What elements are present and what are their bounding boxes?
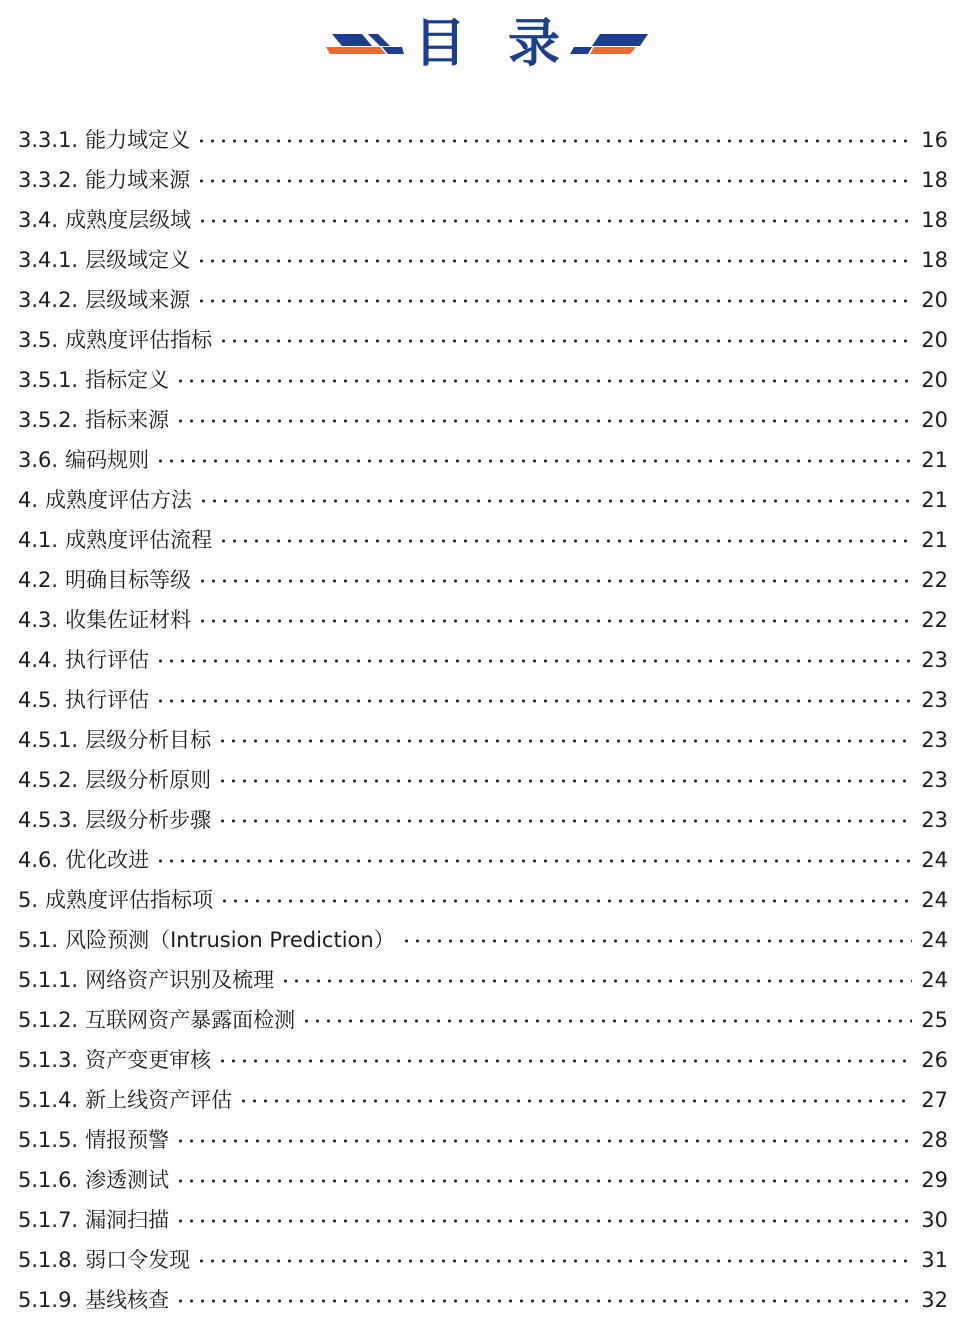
dot-leader: [155, 859, 912, 863]
dot-leader: [217, 1059, 912, 1063]
dot-leader: [196, 299, 912, 303]
section-number: 4.5.: [18, 688, 59, 712]
section-title: 成熟度评估方法: [45, 488, 193, 512]
toc-entry[interactable]: [18, 280, 948, 320]
toc-entry-label: [18, 760, 215, 800]
section-title: 层级分析原则: [85, 768, 212, 792]
toc-entry-label: [18, 560, 195, 600]
dot-leader: [197, 219, 912, 223]
page-number: 24: [921, 968, 948, 992]
stripe-ribbon-icon: [326, 28, 406, 58]
toc-entry-label: [18, 1200, 173, 1240]
toc-entry-label: [18, 1240, 194, 1280]
dot-leader: [155, 459, 912, 463]
toc-entry[interactable]: [18, 160, 948, 200]
toc-entry[interactable]: [18, 560, 948, 600]
page-number: 30: [921, 1208, 948, 1232]
toc-entry-label: [18, 1080, 236, 1120]
section-number: 5.1.9.: [18, 1288, 79, 1312]
dot-leader: [301, 1019, 912, 1023]
section-title: 弱口令发现: [85, 1248, 191, 1272]
page-title-char-1: 目: [414, 14, 467, 74]
section-title: 层级分析步骤: [85, 808, 212, 832]
table-of-contents: [18, 120, 948, 1320]
page-number: 16: [921, 128, 948, 152]
section-number: 5.1.: [18, 928, 59, 952]
section-title: 能力域定义: [85, 128, 191, 152]
section-number: 4.5.2.: [18, 768, 79, 792]
toc-entry-label: [18, 600, 195, 640]
toc-entry-label: [18, 320, 216, 360]
toc-entry-label: [18, 480, 196, 520]
toc-entry-label: [18, 1280, 173, 1320]
section-title: 资产变更审核: [85, 1048, 212, 1072]
toc-entry[interactable]: [18, 440, 948, 480]
toc-entry[interactable]: [18, 200, 948, 240]
section-title: 层级域来源: [85, 288, 191, 312]
section-number: 3.6.: [18, 448, 59, 472]
toc-entry[interactable]: [18, 1280, 948, 1320]
section-number: 4.4.: [18, 648, 59, 672]
dot-leader: [175, 379, 912, 383]
dot-leader: [175, 1139, 912, 1143]
dot-leader: [196, 1259, 912, 1263]
page-number: 20: [921, 288, 948, 312]
section-title: 收集佐证材料: [65, 608, 192, 632]
section-number: 4.5.1.: [18, 728, 79, 752]
dot-leader: [238, 1099, 912, 1103]
dot-leader: [196, 139, 912, 143]
dot-leader: [197, 619, 912, 623]
toc-entry-label: [18, 800, 215, 840]
toc-entry-label: [18, 920, 399, 960]
section-title: 执行评估: [65, 648, 150, 672]
toc-entry-label: [18, 1000, 299, 1040]
toc-header: [0, 0, 969, 96]
dot-leader: [401, 939, 912, 943]
section-number: 3.5.1.: [18, 368, 79, 392]
section-title: 编码规则: [65, 448, 150, 472]
page-number: 18: [921, 248, 948, 272]
section-number: 5.1.7.: [18, 1208, 79, 1232]
dot-leader: [198, 499, 912, 503]
section-number: 5.1.6.: [18, 1168, 79, 1192]
toc-entry-label: [18, 440, 153, 480]
page-number: 23: [921, 688, 948, 712]
toc-entry[interactable]: [18, 720, 948, 760]
dot-leader: [175, 1219, 912, 1223]
toc-entry-label: [18, 360, 173, 400]
section-title: 成熟度层级域: [65, 208, 192, 232]
page-number: 21: [921, 528, 948, 552]
dot-leader: [218, 539, 912, 543]
page-number: 32: [921, 1288, 948, 1312]
page-number: 27: [921, 1088, 948, 1112]
section-number: 5.1.4.: [18, 1088, 79, 1112]
dot-leader: [280, 979, 912, 983]
section-number: 5.1.3.: [18, 1048, 79, 1072]
section-number: 3.5.2.: [18, 408, 79, 432]
toc-entry[interactable]: [18, 1200, 948, 1240]
section-number: 5.1.8.: [18, 1248, 79, 1272]
toc-entry[interactable]: [18, 360, 948, 400]
dot-leader: [217, 779, 912, 783]
dot-leader: [196, 179, 912, 183]
page-title-char-2: 录: [508, 14, 561, 74]
page-number: 24: [921, 848, 948, 872]
section-number: 3.4.: [18, 208, 59, 232]
section-number: 4.3.: [18, 608, 59, 632]
section-number: 3.3.2.: [18, 168, 79, 192]
section-title: 层级分析目标: [85, 728, 212, 752]
toc-entry[interactable]: [18, 400, 948, 440]
page-number: 20: [921, 368, 948, 392]
page-number: 18: [921, 208, 948, 232]
dot-leader: [155, 699, 912, 703]
dot-leader: [217, 739, 912, 743]
toc-entry-label: [18, 1040, 215, 1080]
section-title: 网络资产识别及梳理: [85, 968, 275, 992]
toc-entry-label: [18, 120, 194, 160]
dot-leader: [197, 579, 912, 583]
toc-entry[interactable]: [18, 1040, 948, 1080]
section-title: 指标来源: [85, 408, 170, 432]
dot-leader: [175, 1299, 912, 1303]
section-number: 3.4.1.: [18, 248, 79, 272]
section-title: 层级域定义: [85, 248, 191, 272]
section-title: 基线核查: [85, 1288, 170, 1312]
toc-entry[interactable]: [18, 960, 948, 1000]
section-number: 4.6.: [18, 848, 59, 872]
page-number: 21: [921, 448, 948, 472]
toc-entry[interactable]: [18, 1240, 948, 1280]
section-number: 4.5.3.: [18, 808, 79, 832]
toc-entry[interactable]: [18, 1120, 948, 1160]
toc-entry-label: [18, 840, 153, 880]
dot-leader: [196, 259, 912, 263]
section-number: 5.: [18, 888, 39, 912]
section-number: 5.1.5.: [18, 1128, 79, 1152]
toc-entry-label: [18, 680, 153, 720]
toc-entry[interactable]: [18, 480, 948, 520]
toc-entry[interactable]: [18, 840, 948, 880]
section-title: 执行评估: [65, 688, 150, 712]
toc-entry-label: [18, 1120, 173, 1160]
section-number: 4.: [18, 488, 39, 512]
page-number: 29: [921, 1168, 948, 1192]
toc-entry[interactable]: [18, 640, 948, 680]
section-title: 成熟度评估指标: [65, 328, 213, 352]
page-number: 18: [921, 168, 948, 192]
section-title: 优化改进: [65, 848, 150, 872]
toc-entry[interactable]: [18, 1000, 948, 1040]
section-title: 新上线资产评估: [85, 1088, 233, 1112]
section-title: 情报预警: [85, 1128, 170, 1152]
dot-leader: [218, 339, 912, 343]
toc-entry[interactable]: [18, 880, 948, 920]
toc-entry[interactable]: [18, 240, 948, 280]
toc-entry-label: [18, 520, 216, 560]
dot-leader: [155, 659, 912, 663]
section-title: 成熟度评估流程: [65, 528, 213, 552]
page-number: 24: [921, 888, 948, 912]
toc-entry-label: [18, 720, 215, 760]
toc-entry[interactable]: [18, 600, 948, 640]
section-number: 3.3.1.: [18, 128, 79, 152]
section-number: 3.4.2.: [18, 288, 79, 312]
toc-entry[interactable]: [18, 920, 948, 960]
toc-entry[interactable]: [18, 520, 948, 560]
section-title: 成熟度评估指标项: [45, 888, 214, 912]
toc-entry-label: [18, 160, 194, 200]
page-number: 28: [921, 1128, 948, 1152]
section-number: 5.1.1.: [18, 968, 79, 992]
toc-entry-label: [18, 640, 153, 680]
section-title: 指标定义: [85, 368, 170, 392]
section-title: 漏洞扫描: [85, 1208, 170, 1232]
page-number: 31: [921, 1248, 948, 1272]
section-number: 3.5.: [18, 328, 59, 352]
section-number: 4.2.: [18, 568, 59, 592]
toc-entry[interactable]: [18, 1160, 948, 1200]
section-title: 渗透测试: [85, 1168, 170, 1192]
dot-leader: [175, 419, 912, 423]
page-number: 23: [921, 648, 948, 672]
toc-entry-label: [18, 400, 173, 440]
page-number: 26: [921, 1048, 948, 1072]
page-number: 23: [921, 768, 948, 792]
toc-entry-label: [18, 280, 194, 320]
section-title: 互联网资产暴露面检测: [85, 1008, 296, 1032]
section-title: 能力域来源: [85, 168, 191, 192]
toc-entry-label: [18, 200, 195, 240]
page-number: 20: [921, 328, 948, 352]
toc-entry[interactable]: [18, 320, 948, 360]
toc-entry[interactable]: [18, 680, 948, 720]
toc-entry[interactable]: [18, 120, 948, 160]
section-number: 5.1.2.: [18, 1008, 79, 1032]
page-number: 24: [921, 928, 948, 952]
section-number: 4.1.: [18, 528, 59, 552]
toc-entry[interactable]: [18, 760, 948, 800]
dot-leader: [175, 1179, 912, 1183]
toc-entry-label: [18, 240, 194, 280]
page-number: 20: [921, 408, 948, 432]
section-title: 风险预测（Intrusion Prediction）: [65, 928, 395, 952]
stripe-ribbon-icon: [570, 28, 650, 58]
page-number: 22: [921, 568, 948, 592]
dot-leader: [219, 899, 912, 903]
toc-entry-label: [18, 1160, 173, 1200]
page-number: 25: [921, 1008, 948, 1032]
toc-entry[interactable]: [18, 800, 948, 840]
page-number: 23: [921, 728, 948, 752]
page-number: 21: [921, 488, 948, 512]
page-number: 23: [921, 808, 948, 832]
toc-entry-label: [18, 960, 278, 1000]
toc-entry-label: [18, 880, 217, 920]
section-title: 明确目标等级: [65, 568, 192, 592]
dot-leader: [217, 819, 912, 823]
toc-entry[interactable]: [18, 1080, 948, 1120]
page-number: 22: [921, 608, 948, 632]
